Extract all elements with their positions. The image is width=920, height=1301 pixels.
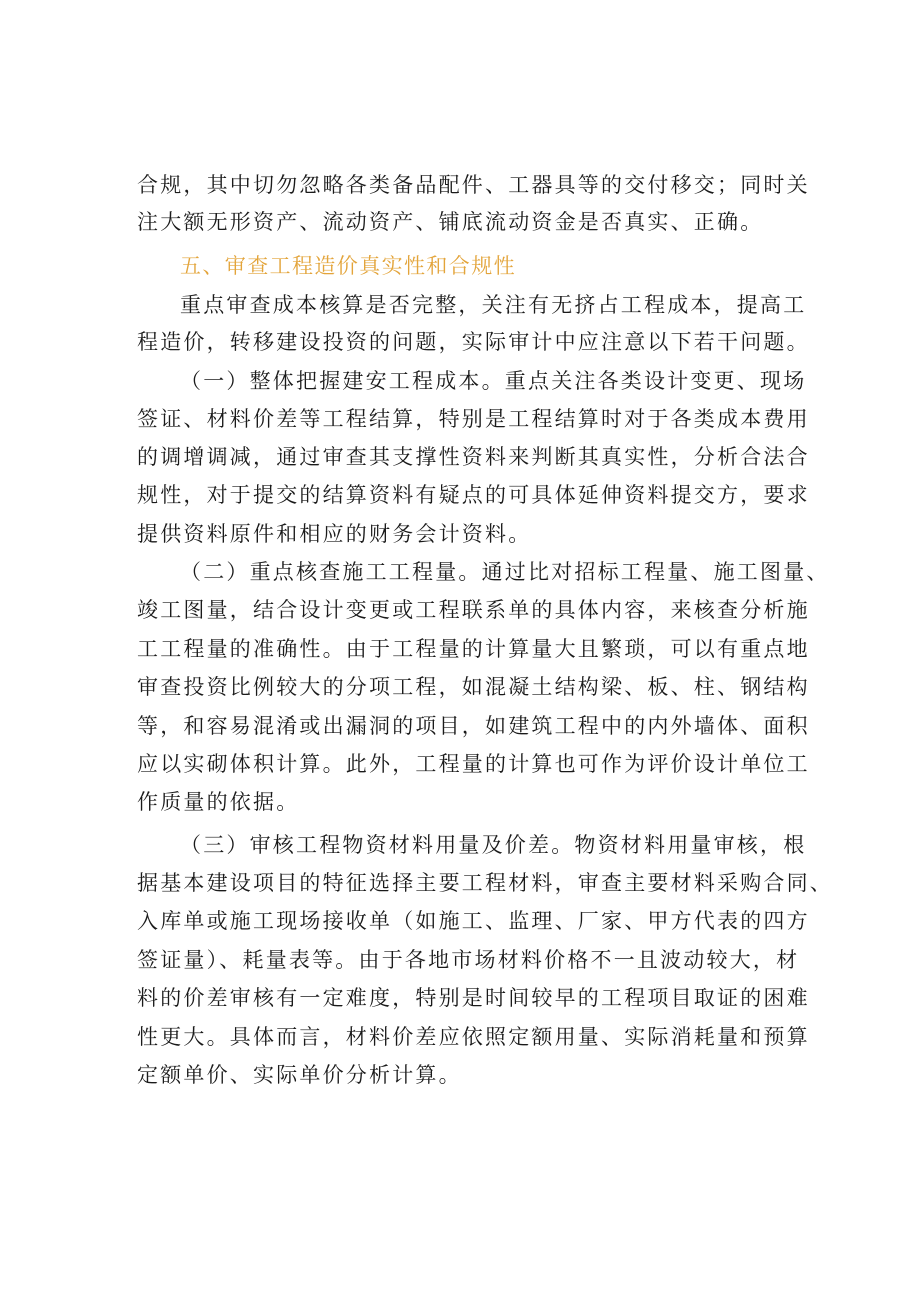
paragraph-line: 规性，对于提交的结算资料有疑点的可具体延伸资料提交方，要求 xyxy=(137,483,810,507)
paragraph-line: 审查投资比例较大的分项工程，如混凝土结构梁、板、柱、钢结构 xyxy=(137,675,810,699)
paragraph-line: （一）整体把握建安工程成本。重点关注各类设计变更、现场 xyxy=(180,369,807,393)
paragraph-line: 入库单或施工现场接收单（如施工、监理、厂家、甲方代表的四方 xyxy=(137,909,810,933)
paragraph-line: （二）重点核查施工工程量。通过比对招标工程量、施工图量、 xyxy=(180,560,830,584)
paragraph-line: 签证量）、耗量表等。由于各地市场材料价格不一且波动较大，材 xyxy=(137,948,800,972)
paragraph-line: 提供资料原件和相应的财务会计资料。 xyxy=(137,522,532,546)
paragraph-line: 合规，其中切勿忽略各类备品配件、工器具等的交付移交；同时关 xyxy=(137,173,810,197)
paragraph-line: 工工程量的准确性。由于工程量的计算量大且繁琐，可以有重点地 xyxy=(137,637,810,661)
paragraph-line: （三）审核工程物资材料用量及价差。物资材料用量审核，根 xyxy=(180,833,807,857)
paragraph-line: 作质量的依据。 xyxy=(137,790,300,814)
paragraph-line: 应以实砌体积计算。此外，工程量的计算也可作为评价设计单位工 xyxy=(137,752,810,776)
paragraph-line: 程造价，转移建设投资的问题，实际审计中应注意以下若干问题。 xyxy=(137,330,810,354)
paragraph-line: 注大额无形资产、流动资产、铺底流动资金是否真实、正确。 xyxy=(137,210,764,234)
paragraph-line: 料的价差审核有一定难度，特别是时间较早的工程项目取证的困难 xyxy=(137,986,810,1010)
paragraph-line: 的调增调减，通过审查其支撑性资料来判断其真实性，分析合法合 xyxy=(137,445,810,469)
section-heading: 五、审查工程造价真实性和合规性 xyxy=(180,254,516,278)
paragraph-line: 签证、材料价差等工程结算，特别是工程结算时对于各类成本费用 xyxy=(137,407,810,431)
paragraph-line: 据基本建设项目的特征选择主要工程材料，审查主要材料采购合同、 xyxy=(137,871,833,895)
paragraph-line: 等，和容易混淆或出漏洞的项目，如建筑工程中的内外墙体、面积 xyxy=(137,714,810,738)
paragraph-line: 定额单价、实际单价分析计算。 xyxy=(137,1063,462,1087)
paragraph-line: 性更大。具体而言，材料价差应依照定额用量、实际消耗量和预算 xyxy=(137,1025,810,1049)
paragraph-line: 重点审查成本核算是否完整，关注有无挤占工程成本，提高工 xyxy=(180,293,807,317)
paragraph-line: 竣工图量，结合设计变更或工程联系单的具体内容，来核查分析施 xyxy=(137,598,810,622)
